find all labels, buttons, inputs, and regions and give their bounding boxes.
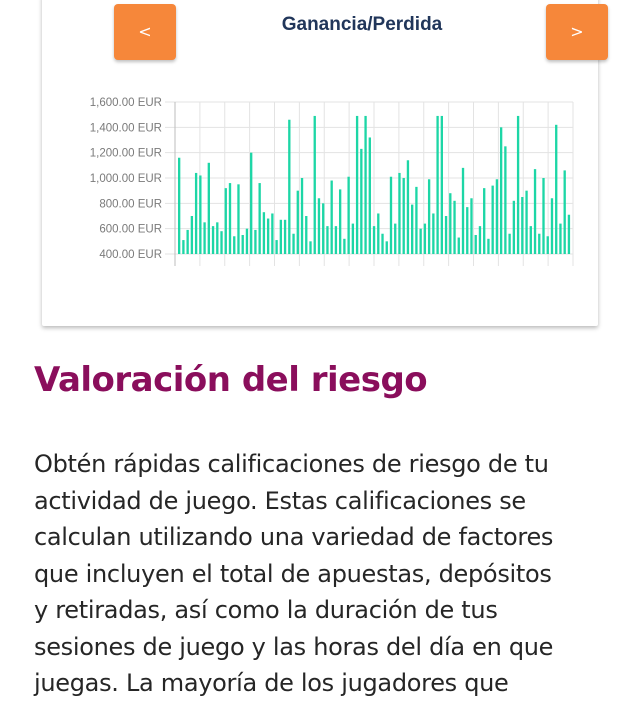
body-line: y retiradas, así como la duración de tus xyxy=(34,596,498,624)
chart-bar xyxy=(458,238,460,254)
chart-bar xyxy=(407,160,409,254)
chart-bar xyxy=(542,178,544,254)
chart-bar xyxy=(411,205,413,254)
chart-card xyxy=(42,0,598,326)
chart-bar xyxy=(508,234,510,254)
chart-bar xyxy=(504,146,506,254)
y-tick-label: 800.00 EUR xyxy=(99,198,162,211)
chart-bar xyxy=(225,188,227,254)
chart-bar xyxy=(364,116,366,254)
chart-bar xyxy=(369,137,371,254)
chart-bar xyxy=(208,163,210,254)
chart-bar xyxy=(242,235,244,254)
chart-bar xyxy=(479,226,481,254)
prev-button[interactable]: < xyxy=(114,4,176,60)
body-line: juegas. La mayoría de los jugadores que xyxy=(34,669,509,697)
chart-bar xyxy=(246,229,248,254)
chart-bar xyxy=(356,116,358,254)
chart-bar xyxy=(496,179,498,254)
chart-bar xyxy=(436,116,438,254)
chart-bar xyxy=(258,183,260,254)
chart-bar xyxy=(415,187,417,254)
chart-bar xyxy=(292,234,294,254)
chart-bar xyxy=(500,127,502,254)
chart-bar xyxy=(559,224,561,254)
chart-bar xyxy=(203,222,205,254)
chart-bar xyxy=(466,207,468,254)
chart-bar xyxy=(551,198,553,254)
chart-bar xyxy=(445,216,447,254)
chart-bar xyxy=(398,173,400,254)
body-line: que incluyen el total de apuestas, depósitos xyxy=(34,559,552,588)
body-line: calculan utilizando una variedad de factores xyxy=(34,523,554,551)
chart-bar xyxy=(525,191,527,254)
chart-bar xyxy=(254,230,256,254)
chart-bar xyxy=(250,153,252,254)
chart-bar xyxy=(297,191,299,254)
chart-bar xyxy=(212,226,214,254)
body-line: Obtén rápidas calificaciones de riesgo de tu xyxy=(34,450,549,478)
chart-bar xyxy=(191,216,193,254)
chart-bar xyxy=(381,234,383,254)
chart-bar xyxy=(487,239,489,254)
body-line: actividad de juego. Estas calificaciones se xyxy=(34,486,526,515)
chart-bar xyxy=(182,240,184,254)
chart-bar xyxy=(305,216,307,254)
chart-title: Ganancia/Perdida xyxy=(281,14,443,35)
chart-bar xyxy=(373,226,375,254)
chart-bar xyxy=(318,198,320,254)
chart-bar xyxy=(428,179,430,254)
chart-bar xyxy=(403,178,405,254)
chart-bar xyxy=(538,234,540,254)
y-tick-label: 1,000.00 EUR xyxy=(89,173,162,185)
chart-bar xyxy=(275,240,277,254)
y-tick-label: 400.00 EUR xyxy=(99,249,162,261)
chart-bar xyxy=(432,213,434,254)
chart-bar xyxy=(347,177,349,254)
chart-bar xyxy=(517,116,519,254)
chart-bar xyxy=(280,220,282,254)
chart-bar xyxy=(547,236,549,254)
chart-bar xyxy=(419,229,421,254)
chart-bar xyxy=(449,193,451,254)
chart-bar xyxy=(492,186,494,254)
chart-bar xyxy=(483,188,485,254)
chart-bar xyxy=(237,184,239,254)
chart-bar xyxy=(555,125,557,254)
chart-bar xyxy=(195,173,197,254)
chart-bar xyxy=(521,197,523,254)
chart-bar xyxy=(534,169,536,254)
chart-bar xyxy=(331,181,333,254)
chart-bar xyxy=(216,222,218,254)
chart-bar xyxy=(360,149,362,254)
chart-bar xyxy=(475,235,477,254)
chart-bar xyxy=(284,220,286,254)
chart-bar xyxy=(314,116,316,254)
chart-bar xyxy=(301,178,303,254)
chart-bar xyxy=(470,198,472,254)
chart-bar xyxy=(309,241,311,254)
chart-bar xyxy=(394,224,396,254)
chart-bar xyxy=(343,239,345,254)
section-body xyxy=(34,446,614,702)
y-tick-label: 1,400.00 EUR xyxy=(89,122,162,135)
chart-bar xyxy=(186,230,188,254)
chart-bar xyxy=(453,201,455,254)
chart-bar xyxy=(271,213,273,254)
chart-bar xyxy=(568,215,570,254)
chart-bar xyxy=(233,236,235,254)
chart-bar xyxy=(220,231,222,254)
chart-bar xyxy=(288,120,290,254)
section-heading: Valoración del riesgo xyxy=(34,360,428,400)
body-line: sesiones de juego y las horas del día en que xyxy=(34,632,554,661)
chart-bar xyxy=(267,219,269,254)
chart-bar xyxy=(564,170,566,254)
profit-loss-chart xyxy=(42,0,598,326)
y-tick-label: 600.00 EUR xyxy=(99,223,162,236)
chart-bar xyxy=(322,203,324,254)
chart-bar xyxy=(229,183,231,254)
chart-bar xyxy=(335,226,337,254)
chart-bar xyxy=(178,158,180,254)
next-button[interactable]: > xyxy=(546,4,608,60)
chart-bar xyxy=(386,241,388,254)
chart-bar xyxy=(377,213,379,254)
chart-bar xyxy=(352,224,354,254)
chart-bar xyxy=(263,212,265,254)
chart-bar xyxy=(339,189,341,254)
y-tick-label: 1,600.00 EUR xyxy=(89,97,162,109)
chart-bar xyxy=(199,175,201,254)
y-tick-label: 1,200.00 EUR xyxy=(89,147,162,160)
chart-bar xyxy=(530,226,532,254)
chart-bar xyxy=(462,168,464,254)
chart-bar xyxy=(441,116,443,254)
chart-bar xyxy=(326,226,328,254)
chart-bar xyxy=(513,201,515,254)
chart-bar xyxy=(424,224,426,254)
chart-bar xyxy=(390,177,392,254)
